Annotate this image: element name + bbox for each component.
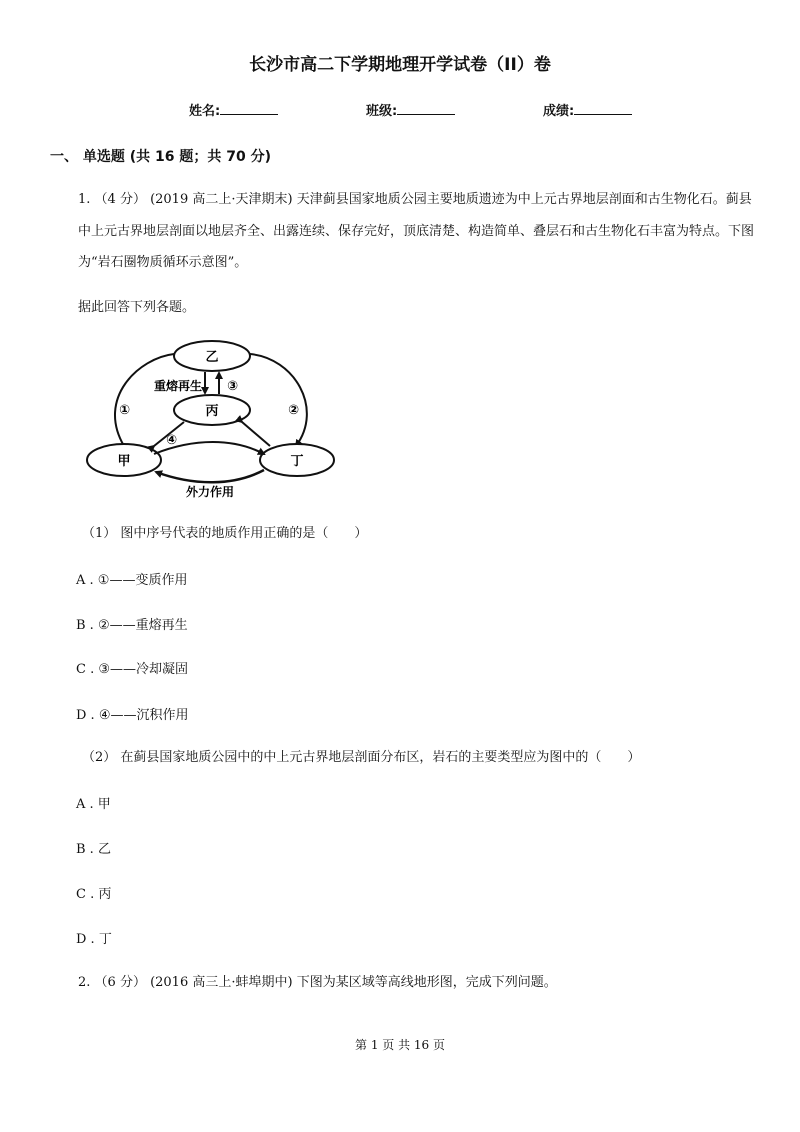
node-right-label: 丁 <box>290 454 304 469</box>
arrow-external <box>156 470 264 482</box>
name-label: 姓名: <box>189 104 221 119</box>
node-center-label: 丙 <box>205 404 219 419</box>
name-field <box>189 100 278 119</box>
score-blank[interactable] <box>574 102 632 115</box>
node-left-label: 甲 <box>117 454 131 469</box>
mark-4: ④ <box>166 433 178 448</box>
option-2c[interactable]: C . 丙 <box>76 887 112 902</box>
mark-1: ① <box>119 403 131 418</box>
mark-2: ② <box>288 403 300 418</box>
question-1-instruction: 据此回答下列各题。 <box>78 300 196 315</box>
label-remelt: 重熔再生 <box>154 379 203 393</box>
name-blank[interactable] <box>220 102 278 115</box>
rock-cycle-diagram <box>84 338 340 504</box>
question-1-stem: 1. （4 分） (2019 高二上·天津期末) 天津蓟县国家地质公园主要地质遗迹为中上元古界地层剖面和古生物化石。蓟县中上元古界地层剖面以地层齐全、出露连续、保存完好，顶底清楚、构造简单、叠层石和古生物化石丰富为特点。下图为“岩石圈物质循环示意图”。 <box>78 192 755 270</box>
sub-question-1: （1） 图中序号代表的地质作用正确的是（ ） <box>82 526 368 541</box>
score-label: 成绩: <box>543 104 575 119</box>
page-title: 长沙市高二下学期地理开学试卷（II）卷 <box>249 55 551 75</box>
label-external: 外力作用 <box>186 485 235 499</box>
mark-3: ③ <box>227 379 239 394</box>
sub-question-2: （2） 在蓟县国家地质公园中的中上元古界地层剖面分布区，岩石的主要类型应为图中的（ ） <box>82 750 641 765</box>
score-field <box>543 100 632 119</box>
option-2b[interactable]: B . 乙 <box>76 842 111 857</box>
option-1b[interactable]: B . ②——重熔再生 <box>76 618 188 633</box>
option-1c[interactable]: C . ③——冷却凝固 <box>76 662 188 677</box>
option-2a[interactable]: A . 甲 <box>76 797 111 812</box>
option-2d[interactable]: D . 丁 <box>76 932 112 947</box>
section-heading: 一、 单选题 (共 16 题；共 70 分) <box>50 149 272 165</box>
class-label: 班级: <box>366 104 398 119</box>
option-1d[interactable]: D . ④——沉积作用 <box>76 708 189 723</box>
page-footer: 第 1 页 共 16 页 <box>355 1038 445 1052</box>
class-blank[interactable] <box>397 102 455 115</box>
node-top-label: 乙 <box>205 350 219 365</box>
question-2-stem: 2. （6 分） (2016 高三上·蚌埠期中) 下图为某区域等高线地形图，完成下列问题。 <box>78 975 557 990</box>
option-1a[interactable]: A . ①——变质作用 <box>76 573 188 588</box>
class-field <box>366 100 455 119</box>
arrow-2-curve <box>250 354 307 446</box>
arrow-center-right <box>242 422 270 446</box>
